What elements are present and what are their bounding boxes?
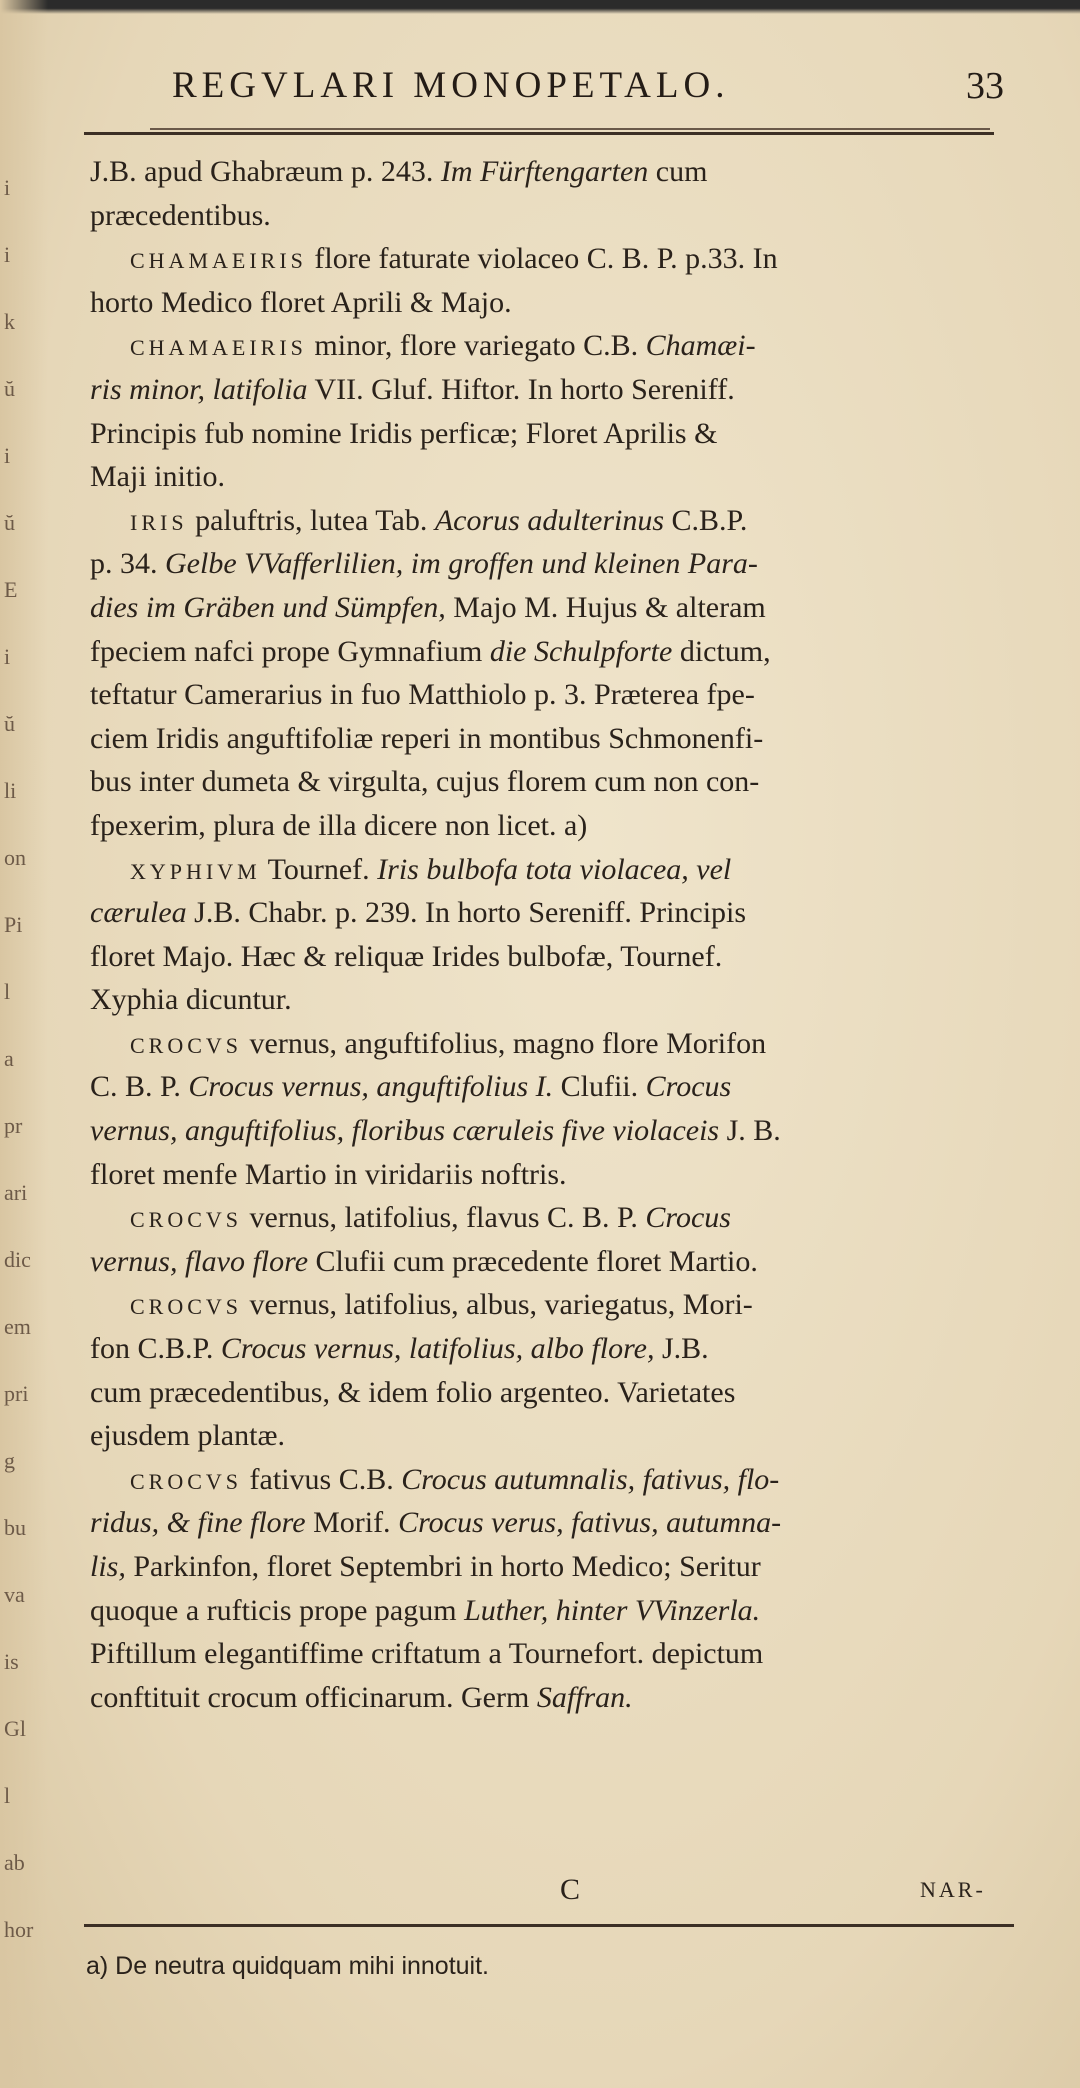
- text-line: ejusdem plantæ.: [90, 1419, 285, 1453]
- footnote: a) De neutra quidquam mihi innotuit.: [86, 1952, 490, 1980]
- margin-fragment: hor: [4, 1917, 34, 1942]
- text-line: horto Medico floret Aprili & Majo.: [90, 285, 512, 319]
- text-line: ris minor, latifolia VII. Gluf. Hiftor. In horto Sereniff.: [90, 372, 735, 406]
- margin-fragment: ari: [4, 1180, 28, 1205]
- entry-crocus-sativus: CROCVS fativus C.B. Crocus autumnalis, fativus, flo-: [130, 1462, 780, 1496]
- margin-fragment: on: [4, 845, 26, 870]
- signature-mark: C: [560, 1873, 581, 1906]
- margin-fragment: ŭ: [4, 711, 15, 736]
- margin-fragment: i: [4, 443, 11, 468]
- text-line: lis, Parkinfon, floret Septembri in horto Medico; Seritur: [90, 1550, 761, 1583]
- text-line: ciem Iridis anguftifoliæ reperi in montibus Schmonenfi-: [90, 721, 764, 755]
- margin-fragment: Pi: [4, 912, 23, 937]
- facing-page-bleed: [0, 0, 48, 2088]
- text-line: floret menfe Martio in viridariis noftris.: [90, 1157, 567, 1191]
- margin-fragment: ŭ: [4, 510, 15, 535]
- margin-fragment: dic: [4, 1247, 31, 1272]
- margin-fragment: l: [4, 979, 11, 1004]
- entry-chamaeiris-minor: CHAMAEIRIS minor, flore variegato C.B. Chamæi-: [130, 329, 756, 363]
- body-text: [90, 150, 1010, 1719]
- text-line: J.B. apud Ghabræum p. 243. Im Fürftengarten cum: [90, 155, 708, 188]
- entry-crocus-3: CROCVS vernus, latifolius, albus, variegatus, Mori-: [130, 1288, 753, 1322]
- margin-fragment: li: [4, 778, 17, 803]
- text-line: cum præcedentibus, & idem folio argenteo. Varietates: [90, 1375, 736, 1409]
- text-line: fon C.B.P. Crocus vernus, latifolius, albo flore, J.B.: [90, 1332, 709, 1366]
- margin-fragment: pr: [4, 1113, 23, 1138]
- scan-top-shadow: [0, 0, 1080, 14]
- text-line: floret Majo. Hæc & reliquæ Irides bulbofæ, Tournef.: [90, 939, 723, 973]
- margin-fragment: is: [4, 1649, 19, 1674]
- margin-fragment: i: [4, 242, 11, 267]
- page-header: [0, 64, 1080, 124]
- text-line: Piftillum elegantiffime criftatum a Tournefort. depictum: [90, 1637, 764, 1671]
- text-line: fpeciem nafci prope Gymnafium die Schulpforte dictum,: [90, 634, 771, 668]
- text-line: bus inter dumeta & virgulta, cujus florem cum non con-: [90, 765, 760, 799]
- margin-fragment: em: [4, 1314, 31, 1339]
- margin-fragment: k: [4, 309, 15, 334]
- entry-iris: IRIS paluftris, lutea Tab. Acorus adulterinus C.B.P.: [130, 503, 748, 537]
- margin-fragment: E: [4, 577, 18, 602]
- text-line: præcedentibus.: [90, 198, 271, 232]
- text-line: C. B. P. Crocus vernus, anguftifolius I. Clufii. Crocus: [90, 1070, 732, 1104]
- margin-fragment: ŭ: [4, 376, 15, 401]
- entry-crocus-1: CROCVS vernus, anguftifolius, magno flore Morifon: [130, 1026, 767, 1060]
- margin-fragment: i: [4, 175, 11, 200]
- text-line: Principis fub nomine Iridis perficæ; Floret Aprilis &: [90, 416, 718, 450]
- entry-chamaeiris: CHAMAEIRIS flore faturate violaceo C. B. P. p.33. In: [130, 242, 778, 276]
- margin-fragment: pri: [4, 1381, 29, 1406]
- text-line: cærulea J.B. Chabr. p. 239. In horto Sereniff. Principis: [90, 896, 747, 930]
- text-line: p. 34. Gelbe VVafferlilien, im groffen und kleinen Para-: [90, 547, 758, 581]
- margin-fragment: g: [4, 1448, 15, 1473]
- margin-fragment: a: [4, 1046, 14, 1071]
- text-line: fpexerim, plura de illa dicere non licet. a): [90, 808, 588, 842]
- text-line: conftituit crocum officinarum. Germ Saffran.: [90, 1680, 633, 1714]
- header-rule: [84, 132, 994, 135]
- text-line: teftatur Camerarius in fuo Matthiolo p. 3. Præterea fpe-: [90, 678, 755, 712]
- text-line: quoque a rufticis prope pagum Luther, hinter VVinzerla.: [90, 1593, 761, 1627]
- text-line: Xyphia dicuntur.: [90, 983, 292, 1017]
- margin-fragment: ab: [4, 1850, 25, 1875]
- text-line: vernus, flavo flore Clufii cum præcedente floret Martio.: [90, 1244, 758, 1278]
- page-number: 33: [966, 65, 1004, 107]
- entry-crocus-2: CROCVS vernus, latifolius, flavus C. B. P. Crocus: [130, 1201, 731, 1235]
- margin-fragment: i: [4, 644, 11, 669]
- margin-fragment: l: [4, 1783, 11, 1808]
- margin-fragment: va: [4, 1582, 25, 1607]
- entry-xyphium: XYPHIVM Tournef. Iris bulbofa tota violacea, vel: [130, 852, 732, 886]
- text-line: vernus, anguftifolius, floribus cæruleis five violaceis J. B.: [90, 1114, 781, 1148]
- text-line: ridus, & fine flore Morif. Crocus verus, fativus, autumna-: [90, 1506, 782, 1540]
- text-line: dies im Gräben und Sümpfen, Majo M. Hujus & alteram: [90, 590, 766, 624]
- text-line: Maji initio.: [90, 460, 225, 494]
- footnote-rule: [84, 1924, 1014, 1927]
- header-rule-thin: [150, 128, 990, 130]
- margin-fragment: bu: [4, 1515, 26, 1540]
- catchword: NAR-: [920, 1877, 986, 1902]
- margin-fragment: Gl: [4, 1716, 26, 1741]
- running-title: REGVLARI MONOPETALO.: [172, 65, 730, 106]
